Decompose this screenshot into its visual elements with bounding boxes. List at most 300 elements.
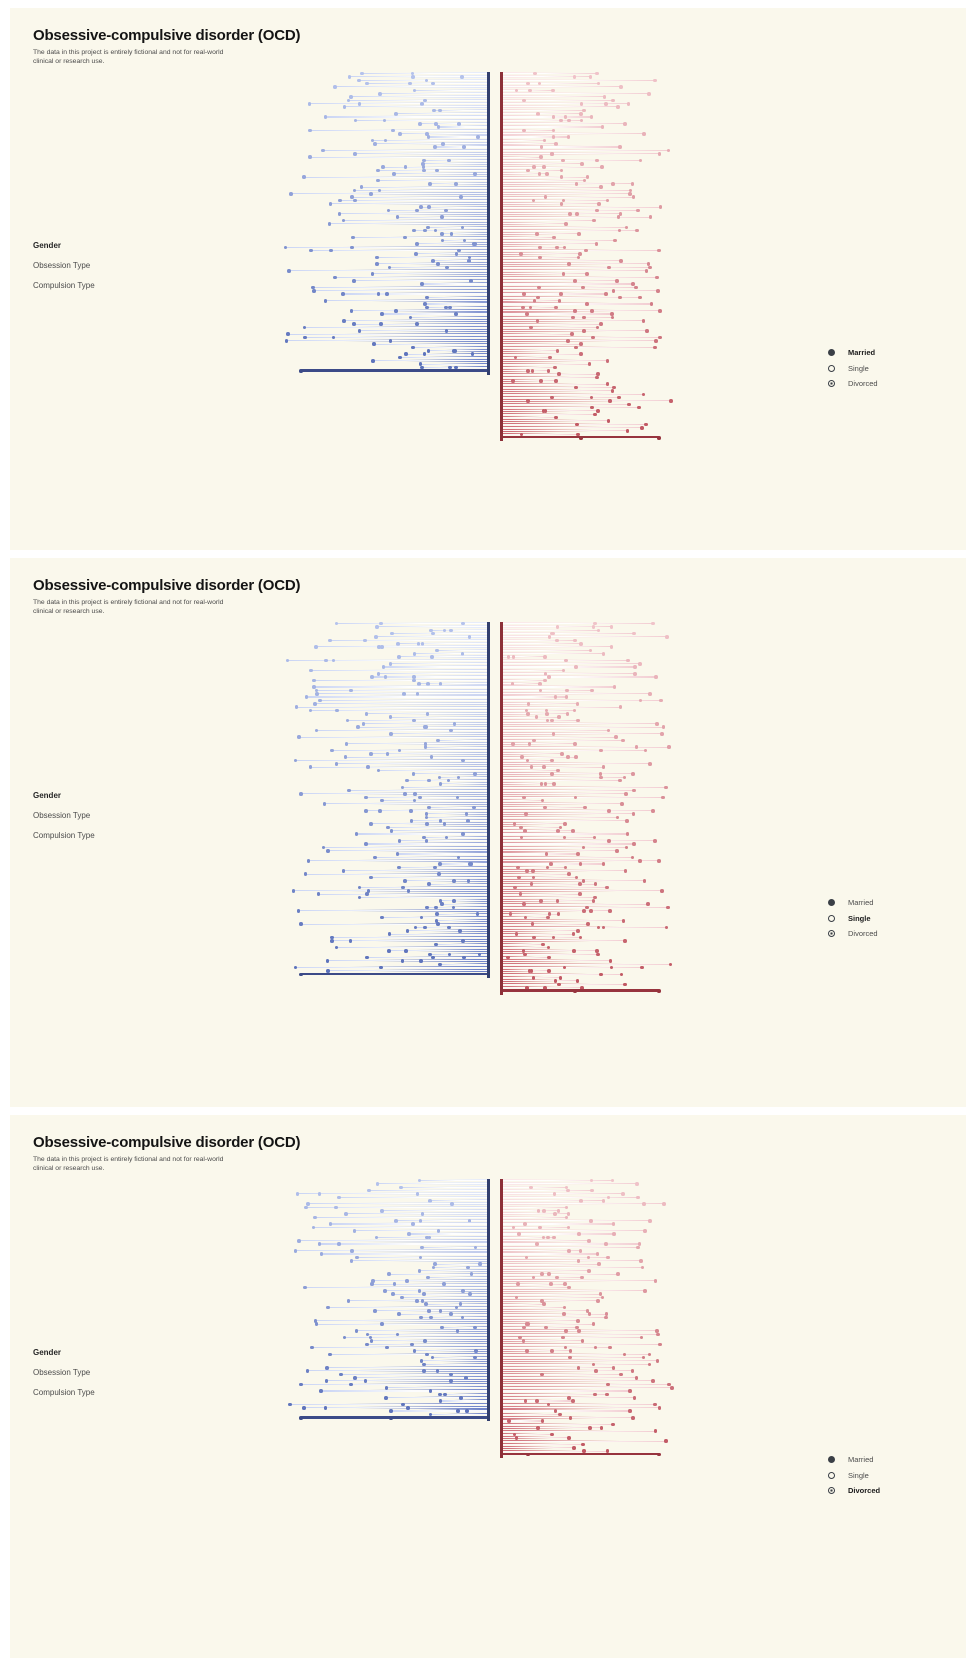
row-stick <box>420 123 487 124</box>
data-point-dot <box>319 1389 323 1393</box>
row-stick <box>426 747 487 748</box>
data-point-dot <box>669 399 673 403</box>
row-stick <box>311 767 487 768</box>
data-point-dot <box>657 249 661 253</box>
row-stick <box>503 377 597 378</box>
data-point-dot <box>380 1322 384 1326</box>
data-point-dot <box>375 262 379 266</box>
row-stick <box>503 150 669 151</box>
row-stick <box>416 253 487 254</box>
row-stick <box>503 1284 566 1285</box>
data-point-dot <box>334 1206 338 1210</box>
butterfly-chart <box>10 1115 966 1658</box>
data-point-dot <box>631 1369 635 1373</box>
row-stick <box>503 947 549 948</box>
row-stick <box>503 1257 609 1258</box>
data-point-dot <box>627 102 631 106</box>
data-point-dot <box>654 339 658 343</box>
row-stick <box>328 960 487 961</box>
row-stick <box>503 387 615 388</box>
data-point-dot <box>596 409 600 413</box>
row-stick <box>503 1180 613 1181</box>
row-stick <box>437 914 487 915</box>
row-stick <box>301 974 487 975</box>
row-stick <box>503 203 600 204</box>
row-stick <box>503 633 634 634</box>
row-stick <box>409 1233 487 1234</box>
row-stick <box>503 1357 644 1358</box>
data-point-dot <box>657 859 661 863</box>
row-stick <box>420 364 487 365</box>
row-stick <box>393 1294 487 1295</box>
data-point-dot <box>343 1336 347 1340</box>
row-stick <box>424 160 487 161</box>
lollipop-row <box>503 1453 659 1456</box>
row-stick <box>503 930 578 931</box>
row-stick <box>321 1390 487 1391</box>
row-stick <box>343 293 487 294</box>
data-point-dot <box>670 1386 674 1390</box>
row-stick <box>503 1280 656 1281</box>
data-point-dot <box>563 966 567 970</box>
data-point-dot <box>655 276 659 280</box>
left-series-blue <box>285 622 487 976</box>
data-point-dot <box>369 822 373 826</box>
data-point-dot <box>579 436 583 440</box>
row-stick <box>344 870 487 871</box>
data-point-dot <box>391 129 395 133</box>
row-stick <box>503 870 626 871</box>
row-stick <box>413 347 487 348</box>
row-stick <box>503 347 656 348</box>
data-point-dot <box>397 1312 401 1316</box>
data-point-dot <box>640 426 644 430</box>
row-stick <box>503 1183 637 1184</box>
row-stick <box>319 1243 487 1244</box>
row-stick <box>377 1183 487 1184</box>
data-point-dot <box>305 695 309 699</box>
data-point-dot <box>380 312 384 316</box>
row-stick <box>503 894 581 895</box>
data-point-dot <box>628 1409 632 1413</box>
row-stick <box>503 640 575 641</box>
row-stick <box>503 1253 598 1254</box>
row-stick <box>503 910 611 911</box>
filter-option-obsession-type[interactable]: Obsession Type <box>33 811 91 820</box>
data-point-dot <box>602 765 606 769</box>
row-stick <box>503 123 625 124</box>
row-stick <box>503 133 645 134</box>
row-stick <box>377 263 487 264</box>
data-point-dot <box>573 709 577 713</box>
row-stick <box>503 1367 614 1368</box>
row-stick <box>341 1374 487 1375</box>
row-stick <box>296 760 487 761</box>
row-stick <box>503 713 568 714</box>
data-point-dot <box>557 912 561 916</box>
row-stick <box>503 1334 658 1335</box>
row-stick <box>438 740 487 741</box>
filter-option-gender[interactable]: Gender <box>33 1348 62 1357</box>
row-stick <box>503 116 592 117</box>
row-stick <box>503 763 650 764</box>
row-stick <box>384 666 487 667</box>
data-point-dot <box>579 352 583 356</box>
row-stick <box>315 1320 487 1321</box>
row-stick <box>503 924 588 925</box>
data-point-dot <box>648 1219 652 1223</box>
row-stick <box>372 1284 487 1285</box>
row-stick <box>503 1431 656 1432</box>
data-point-dot <box>297 909 301 913</box>
data-point-dot <box>619 85 623 89</box>
filter-option-gender[interactable]: Gender <box>33 791 62 800</box>
filter-option-obsession-type[interactable]: Obsession Type <box>33 1368 91 1377</box>
row-stick <box>503 1277 582 1278</box>
filter-option-gender[interactable]: Gender <box>33 241 62 250</box>
row-stick <box>371 823 487 824</box>
data-point-dot <box>602 862 606 866</box>
row-stick <box>503 1414 560 1415</box>
row-stick <box>503 1384 670 1385</box>
row-stick <box>375 143 487 144</box>
row-stick <box>317 690 487 691</box>
row-stick <box>424 837 487 838</box>
row-stick <box>503 1447 574 1448</box>
row-stick <box>313 287 487 288</box>
row-stick <box>503 193 631 194</box>
row-stick <box>503 850 617 851</box>
data-point-dot <box>371 359 375 363</box>
row-stick <box>503 803 623 804</box>
row-stick <box>390 663 487 664</box>
data-point-dot <box>349 1383 353 1387</box>
row-stick <box>503 103 629 104</box>
butterfly-chart <box>10 558 966 1107</box>
data-point-dot <box>565 1206 569 1210</box>
row-stick <box>503 1427 602 1428</box>
data-point-dot <box>632 789 636 793</box>
row-stick <box>421 1360 487 1361</box>
data-point-dot <box>616 1272 620 1276</box>
row-stick <box>503 140 545 141</box>
data-point-dot <box>337 1242 341 1246</box>
row-stick <box>298 910 487 911</box>
data-point-dot <box>656 1333 660 1337</box>
row-stick <box>405 880 487 881</box>
row-stick <box>503 367 555 368</box>
row-stick <box>503 897 595 898</box>
legend-item-label: Divorced <box>848 1486 881 1496</box>
row-stick <box>316 646 487 647</box>
data-point-dot <box>299 1416 303 1420</box>
row-stick <box>503 320 644 321</box>
row-stick <box>367 1344 487 1345</box>
row-stick <box>503 1210 559 1211</box>
row-stick <box>503 80 656 81</box>
row-stick <box>503 857 633 858</box>
row-stick <box>401 1187 487 1188</box>
row-stick <box>503 390 613 391</box>
row-stick <box>503 317 613 318</box>
row-stick <box>359 80 487 81</box>
row-stick <box>299 1240 487 1241</box>
row-stick <box>318 894 487 895</box>
row-stick <box>366 797 487 798</box>
data-point-dot <box>574 346 578 350</box>
row-stick <box>354 190 487 191</box>
row-stick <box>503 1350 571 1351</box>
row-stick <box>392 633 487 634</box>
row-stick <box>429 807 487 808</box>
data-point-dot <box>550 152 554 156</box>
row-stick <box>503 703 578 704</box>
row-stick <box>503 630 599 631</box>
row-stick <box>329 223 487 224</box>
row-stick <box>306 1207 487 1208</box>
disclaimer-text: The data in this project is entirely fictional and not for real-world clinical or research use. <box>33 49 224 65</box>
row-stick <box>391 733 487 734</box>
row-stick <box>503 407 639 408</box>
row-stick <box>335 277 487 278</box>
row-stick <box>430 183 487 184</box>
row-stick <box>503 213 621 214</box>
row-stick <box>310 157 487 158</box>
row-stick <box>503 793 626 794</box>
row-stick <box>301 1417 487 1418</box>
row-stick <box>304 1407 487 1408</box>
data-point-dot <box>347 1299 351 1303</box>
row-stick <box>503 1267 643 1268</box>
data-point-dot <box>326 1306 330 1310</box>
row-stick <box>391 1410 487 1411</box>
row-stick <box>503 773 634 774</box>
row-stick <box>503 827 561 828</box>
data-point-dot <box>330 749 334 753</box>
row-stick <box>503 800 543 801</box>
row-stick <box>430 1414 487 1415</box>
row-stick <box>412 820 487 821</box>
data-point-dot <box>297 735 301 739</box>
row-stick <box>503 707 621 708</box>
data-point-dot <box>613 239 617 243</box>
row-stick <box>345 1337 487 1338</box>
data-point-dot <box>610 645 614 649</box>
data-point-dot <box>391 1292 395 1296</box>
filter-option-compulsion-type[interactable]: Compulsion Type <box>33 1388 95 1397</box>
row-stick <box>354 1230 487 1231</box>
data-point-dot <box>664 786 668 790</box>
row-stick <box>503 397 619 398</box>
data-point-dot <box>312 1226 316 1230</box>
legend-item-label: Married <box>848 898 874 908</box>
row-stick <box>331 1223 487 1224</box>
chart-title: Obsessive-compulsive disorder (OCD) <box>33 27 301 44</box>
data-point-dot <box>335 622 339 626</box>
data-point-dot <box>588 362 592 366</box>
data-point-dot <box>310 1346 314 1350</box>
row-stick <box>390 717 487 718</box>
data-point-dot <box>364 796 368 800</box>
legend-item-label: Married <box>848 1455 874 1465</box>
row-stick <box>301 793 487 794</box>
row-stick <box>344 106 487 107</box>
row-stick <box>350 76 487 77</box>
row-stick <box>503 163 582 164</box>
row-stick <box>503 1190 592 1191</box>
data-point-dot <box>643 1229 647 1233</box>
row-stick <box>375 857 487 858</box>
data-point-dot <box>429 1389 433 1393</box>
row-stick <box>288 334 487 335</box>
data-point-dot <box>613 685 617 689</box>
row-stick <box>503 313 613 314</box>
row-stick <box>503 330 648 331</box>
data-point-dot <box>644 749 648 753</box>
row-stick <box>426 1304 487 1305</box>
row-stick <box>503 1223 614 1224</box>
row-stick <box>397 853 487 854</box>
row-stick <box>503 1410 631 1411</box>
row-stick <box>503 1370 633 1371</box>
row-stick <box>503 430 628 431</box>
data-point-dot <box>377 292 381 296</box>
data-point-dot <box>590 115 594 119</box>
row-stick <box>503 253 581 254</box>
data-point-dot <box>579 862 583 866</box>
data-point-dot <box>642 393 646 397</box>
row-stick <box>503 237 555 238</box>
data-point-dot <box>582 329 586 333</box>
row-stick <box>436 944 487 945</box>
row-stick <box>503 357 550 358</box>
data-point-dot <box>324 1406 328 1410</box>
row-stick <box>503 740 623 741</box>
row-stick <box>503 1354 650 1355</box>
data-point-dot <box>335 709 339 713</box>
data-point-dot <box>636 1246 640 1250</box>
row-stick <box>503 1287 569 1288</box>
data-point-dot <box>660 889 664 893</box>
row-stick <box>378 170 487 171</box>
row-stick <box>503 126 603 127</box>
legend-item-label: Single <box>848 1470 869 1480</box>
row-stick <box>503 1451 608 1452</box>
row-stick <box>503 270 647 271</box>
row-stick <box>352 197 487 198</box>
row-stick <box>503 180 585 181</box>
data-point-dot <box>338 212 342 216</box>
row-stick <box>353 237 487 238</box>
data-point-dot <box>662 725 666 729</box>
filter-option-obsession-type[interactable]: Obsession Type <box>33 261 91 270</box>
row-stick <box>363 723 487 724</box>
filter-option-compulsion-type[interactable]: Compulsion Type <box>33 831 95 840</box>
data-point-dot <box>560 169 564 173</box>
data-point-dot <box>411 346 415 350</box>
data-point-dot <box>372 342 376 346</box>
row-stick <box>410 317 487 318</box>
data-point-dot <box>608 909 612 913</box>
data-point-dot <box>567 135 571 139</box>
row-stick <box>503 940 625 941</box>
row-stick <box>503 1320 578 1321</box>
row-stick <box>349 790 487 791</box>
row-stick <box>439 777 487 778</box>
left-axis-line <box>487 72 490 375</box>
row-stick <box>503 817 618 818</box>
data-point-dot <box>328 222 332 226</box>
row-stick <box>322 1253 487 1254</box>
row-stick <box>503 76 591 77</box>
right-axis-line <box>500 622 503 995</box>
row-stick <box>503 673 635 674</box>
row-stick <box>503 974 622 975</box>
row-stick <box>503 1380 654 1381</box>
data-point-dot <box>299 922 303 926</box>
row-stick <box>437 650 487 651</box>
row-stick <box>428 1277 487 1278</box>
data-point-dot <box>309 669 313 673</box>
legend-item-label: Divorced <box>848 929 878 939</box>
row-stick <box>301 924 487 925</box>
row-stick <box>503 227 627 228</box>
row-stick <box>503 937 581 938</box>
data-point-dot <box>638 662 642 666</box>
data-point-dot <box>573 989 577 993</box>
row-stick <box>382 800 487 801</box>
data-point-dot <box>346 719 350 723</box>
data-point-dot <box>377 769 381 773</box>
data-point-dot <box>566 712 570 716</box>
row-stick <box>297 707 487 708</box>
data-point-dot <box>375 256 379 260</box>
row-stick <box>304 177 487 178</box>
row-stick <box>503 210 638 211</box>
row-stick <box>332 937 487 938</box>
row-stick <box>503 110 585 111</box>
data-point-dot <box>552 135 556 139</box>
data-point-dot <box>648 692 652 696</box>
data-point-dot <box>295 705 299 709</box>
row-stick <box>503 693 650 694</box>
data-point-dot <box>599 749 603 753</box>
data-point-dot <box>594 1346 598 1350</box>
row-stick <box>387 1387 487 1388</box>
row-stick <box>503 240 616 241</box>
data-point-dot <box>324 115 328 119</box>
disclaimer-text: The data in this project is entirely fictional and not for real-world clinical or research use. <box>33 599 224 615</box>
filter-option-compulsion-type[interactable]: Compulsion Type <box>33 281 95 290</box>
row-stick <box>503 837 595 838</box>
row-stick <box>503 1300 598 1301</box>
row-stick <box>330 1354 487 1355</box>
row-stick <box>503 1197 638 1198</box>
row-stick <box>305 1287 487 1288</box>
row-stick <box>503 263 649 264</box>
data-point-dot <box>337 1196 341 1200</box>
data-point-dot <box>659 205 663 209</box>
row-stick <box>314 1227 488 1228</box>
data-point-dot <box>328 1353 332 1357</box>
row-stick <box>503 780 621 781</box>
data-point-dot <box>642 319 646 323</box>
row-stick <box>503 1290 646 1291</box>
data-point-dot <box>315 1322 319 1326</box>
row-stick <box>373 360 487 361</box>
data-point-dot <box>415 1299 419 1303</box>
row-stick <box>422 1247 487 1248</box>
